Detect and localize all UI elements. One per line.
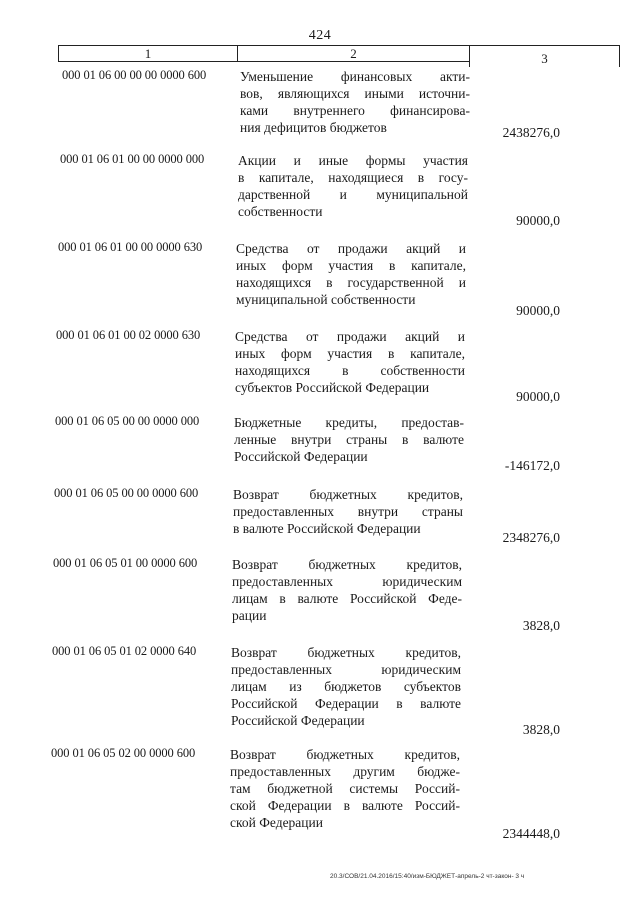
classification-code: 000 01 06 05 00 00 0000 000 — [55, 414, 200, 428]
row-description — [232, 556, 462, 624]
row-description — [231, 644, 461, 729]
description-line: находящихся в собственности — [235, 363, 465, 378]
classification-code: 000 01 06 00 00 00 0000 600 — [62, 68, 207, 82]
description-line: иных форм участия в капитале, — [235, 346, 465, 361]
page-number: 424 — [308, 28, 332, 43]
row-description — [234, 414, 464, 465]
description-line: иных форм участия в капитале, — [236, 258, 466, 273]
row-amount: 90000,0 — [516, 213, 560, 228]
classification-code: 000 01 06 01 00 00 0000 000 — [60, 152, 205, 166]
row-description — [238, 152, 468, 220]
description-line: Акции и иные формы участия — [238, 153, 468, 168]
description-line: Бюджетные кредиты, предостав- — [234, 415, 464, 430]
description-line: ской Федерации — [230, 815, 323, 830]
description-line: собственности — [238, 204, 323, 219]
classification-code: 000 01 06 01 00 00 0000 630 — [58, 240, 203, 254]
row-description — [233, 486, 463, 537]
description-line: ками внутреннего финансирова- — [240, 103, 470, 118]
description-line: Средства от продажи акций и — [235, 329, 465, 344]
description-line: Российской Федерации — [234, 449, 368, 464]
description-line: лицам из бюджетов субъектов — [231, 679, 461, 694]
header-col-3 — [469, 45, 620, 67]
description-line: ния дефицитов бюджетов — [240, 120, 387, 135]
description-line: Возврат бюджетных кредитов, — [233, 487, 463, 502]
description-line: ленные внутри страны в валюте — [234, 432, 464, 447]
classification-code: 000 01 06 05 00 00 0000 600 — [54, 486, 199, 500]
description-line: Средства от продажи акций и — [236, 241, 466, 256]
description-line: предоставленных другим бюдже- — [230, 764, 460, 779]
classification-code: 000 01 06 05 01 02 0000 640 — [52, 644, 197, 658]
classification-code: 000 01 06 05 01 00 0000 600 — [53, 556, 198, 570]
row-amount: 3828,0 — [522, 618, 560, 633]
table-header — [58, 45, 620, 66]
description-line: в валюте Российской Федерации — [233, 521, 421, 536]
header-col-2: 2 — [237, 45, 470, 62]
description-line: Возврат бюджетных кредитов, — [231, 645, 461, 660]
document-footer: 20.3/СОВ/21.04.2016/15:40/изм-БЮДЖЕТ-апрель-2 чт-закон- 3 ч — [330, 873, 525, 880]
description-line: предоставленных юридическим — [232, 574, 462, 589]
row-amount: 90000,0 — [516, 389, 560, 404]
description-line: Возврат бюджетных кредитов, — [232, 557, 462, 572]
classification-code: 000 01 06 05 02 00 0000 600 — [51, 746, 196, 760]
description-line: вов, являющихся иными источни- — [240, 86, 470, 101]
row-description — [236, 240, 466, 308]
description-line: предоставленных юридическим — [231, 662, 461, 677]
header-col-3-label: 3 — [541, 51, 548, 66]
row-amount: -146172,0 — [504, 458, 560, 473]
header-col-1: 1 — [58, 45, 238, 62]
row-amount: 2348276,0 — [502, 530, 560, 545]
classification-code: 000 01 06 01 00 02 0000 630 — [56, 328, 201, 342]
description-line: ской Федерации в валюте Россий- — [230, 798, 460, 813]
row-amount: 2438276,0 — [502, 125, 560, 140]
description-line: в капитале, находящиеся в госу- — [238, 170, 468, 185]
row-amount: 2344448,0 — [502, 826, 560, 841]
description-line: там бюджетной системы Россий- — [230, 781, 460, 796]
description-line: Уменьшение финансовых акти- — [240, 69, 470, 84]
description-line: субъектов Российской Федерации — [235, 380, 430, 395]
description-line: Российской Федерации — [231, 713, 365, 728]
row-amount: 3828,0 — [522, 722, 560, 737]
description-line: предоставленных внутри страны — [233, 504, 463, 519]
description-line: лицам в валюте Российской Феде- — [232, 591, 462, 606]
row-amount: 90000,0 — [516, 303, 560, 318]
description-line: рации — [232, 608, 267, 623]
row-description — [235, 328, 465, 396]
description-line: Возврат бюджетных кредитов, — [230, 747, 460, 762]
description-line: находящихся в государственной и — [236, 275, 466, 290]
description-line: муниципальной собственности — [236, 292, 416, 307]
row-description — [230, 746, 460, 831]
description-line: дарственной и муниципальной — [238, 187, 468, 202]
description-line: Российской Федерации в валюте — [231, 696, 461, 711]
row-description — [240, 68, 470, 136]
